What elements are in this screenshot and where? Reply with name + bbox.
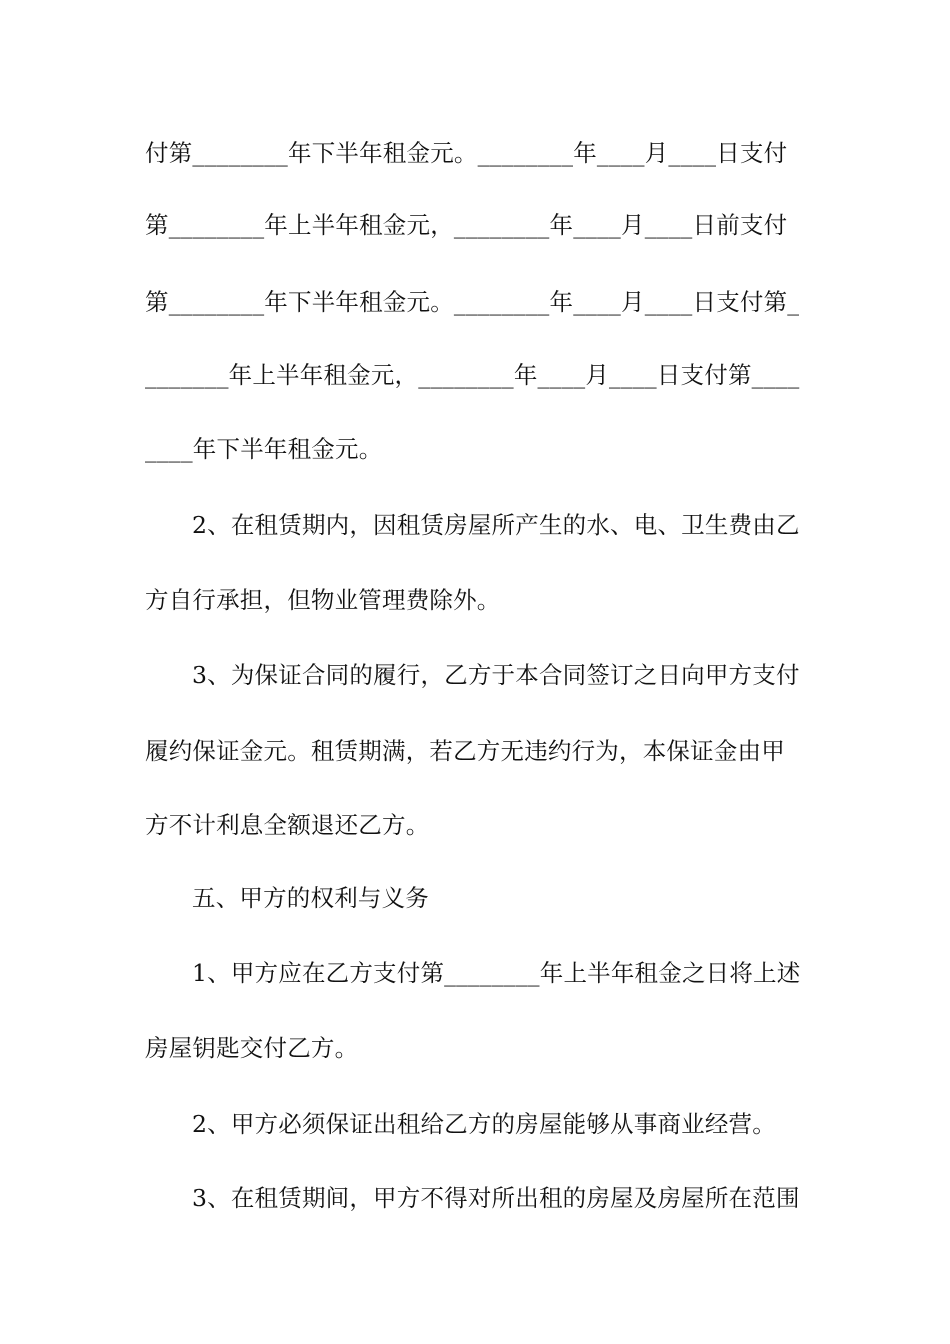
clause-utilities-line-1: 2、在租赁期内，因租赁房屋所产生的水、电、卫生费由乙 bbox=[192, 511, 800, 539]
clause-deposit-line-1: 3、为保证合同的履行，乙方于本合同签订之日向甲方支付 bbox=[192, 661, 800, 689]
clause-keys-line-2: 房屋钥匙交付乙方。 bbox=[145, 1034, 359, 1062]
text-line-payment-2: 第________年上半年租金元，________年____月____日前支付 bbox=[145, 211, 788, 239]
clause-deposit-line-2: 履约保证金元。租赁期满，若乙方无违约行为，本保证金由甲 bbox=[145, 737, 785, 765]
text-line-payment-4: _______年上半年租金元，________年____月____日支付第____ bbox=[145, 361, 800, 389]
text-line-payment-3: 第________年下半年租金元。________年____月____日支付第_ bbox=[145, 288, 800, 316]
clause-lease-period-line-1: 3、在租赁期间，甲方不得对所出租的房屋及房屋所在范围 bbox=[192, 1184, 800, 1212]
clause-keys-line-1: 1、甲方应在乙方支付第________年上半年租金之日将上述 bbox=[192, 959, 801, 987]
text-line-payment-5: ____年下半年租金元。 bbox=[145, 435, 383, 463]
text-line-payment-1: 付第________年下半年租金元。________年____月____日支付 bbox=[145, 139, 788, 167]
clause-commercial-use: 2、甲方必须保证出租给乙方的房屋能够从事商业经营。 bbox=[192, 1110, 776, 1138]
clause-utilities-line-2: 方自行承担，但物业管理费除外。 bbox=[145, 586, 501, 614]
clause-deposit-line-3: 方不计利息全额退还乙方。 bbox=[145, 811, 430, 839]
section-heading-landlord-rights: 五、甲方的权利与义务 bbox=[192, 884, 429, 912]
